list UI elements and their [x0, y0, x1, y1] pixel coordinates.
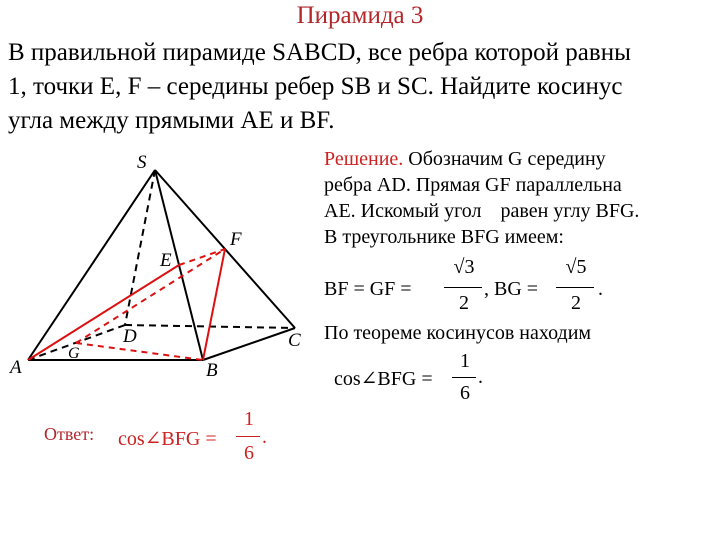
solution-line-2: ребра AD. Прямая GF параллельна	[324, 174, 622, 196]
frac-sqrt5-den: 2	[571, 292, 581, 314]
eq-bf-gf: BF = GF =	[324, 278, 412, 300]
cos-num: 1	[460, 350, 470, 372]
problem-line-1: В правильной пирамиде SABCD, все ребра которой равны	[8, 39, 631, 66]
segment-EF-hidden	[179, 249, 225, 265]
label-B: B	[206, 360, 218, 381]
segment-GB-hidden	[76, 343, 203, 360]
solution-word: Решение.	[324, 148, 404, 170]
cos-dot: .	[478, 366, 483, 388]
solution-line-3a: AE. Искомый угол	[324, 200, 482, 222]
problem-line-3: угла между прямыми AE и BF.	[8, 107, 335, 134]
answer-num: 1	[244, 408, 254, 430]
cos-expression: cos∠BFG =	[334, 368, 433, 390]
solution-line-1-rest: Обозначим G середину	[408, 148, 606, 170]
problem-line-2: 1, точки E, F – середины ребер SB и SC. Найдите косинус	[8, 73, 623, 100]
solution-line-4: В треугольнике BFG имеем:	[324, 226, 564, 248]
segment-BF	[203, 249, 225, 360]
frac-sqrt3-num: √3	[453, 256, 475, 278]
answer-label: Ответ:	[44, 424, 95, 444]
solution-line-3	[324, 198, 720, 224]
segment-GF-hidden	[76, 249, 225, 343]
answer-den: 6	[244, 442, 254, 464]
label-C: C	[288, 330, 301, 351]
answer-expression: cos∠BFG =	[118, 428, 217, 450]
frac-bar-sqrt5	[556, 287, 594, 288]
slide-title: Пирамида 3	[296, 2, 424, 29]
answer-bar	[236, 436, 260, 437]
solution-line-3b: равен углу BFG.	[500, 200, 640, 222]
solution-line-6: По теореме косинусов находим	[324, 322, 592, 344]
label-S: S	[137, 152, 147, 173]
solution-block	[324, 146, 720, 250]
frac-sqrt5-num: √5	[565, 256, 587, 278]
eq-bg: , BG =	[484, 278, 539, 300]
label-D: D	[123, 326, 137, 347]
label-G: G	[68, 345, 80, 362]
label-A: A	[10, 357, 22, 378]
answer-dot: .	[262, 426, 267, 448]
label-E: E	[160, 250, 172, 271]
solution-line-1	[324, 146, 720, 172]
frac-bar-sqrt3	[444, 287, 482, 288]
cos-bar	[452, 377, 476, 378]
cos-den: 6	[460, 382, 470, 404]
eq-dot: .	[598, 278, 603, 300]
label-F: F	[230, 229, 242, 250]
edge-BC	[203, 328, 295, 360]
frac-sqrt3-den: 2	[459, 292, 469, 314]
